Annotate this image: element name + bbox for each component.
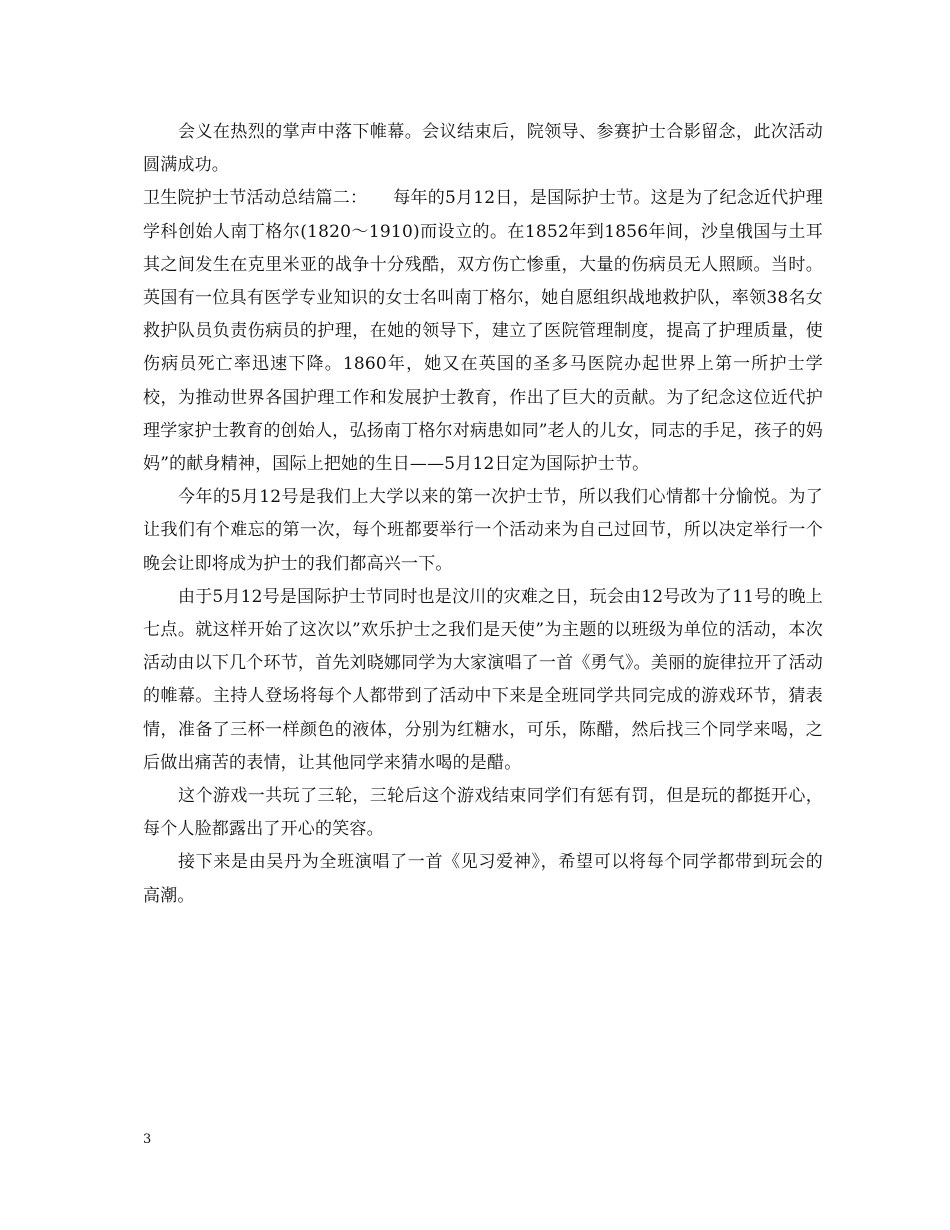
paragraph-game-rounds: 这个游戏一共玩了三轮，三轮后这个游戏结束同学们有惩有罚，但是玩的都挺开心，每个人脸都露出了开心的笑容。 [143,786,823,840]
paragraph-first-nurses-day: 今年的5月12号是我们上大学以来的第一次护士节，所以我们心情都十分愉悦。为了让我们有个难忘的第一次，每个班都要举行一个活动来为自己过回节，所以决定举行一个晚会让即将成为护士的我们都高兴一下。 [143,487,823,574]
document-body [143,116,823,913]
paragraph-song-performance: 接下来是由吴丹为全班演唱了一首《见习爱神》，希望可以将每个同学都带到玩会的高潮。 [143,852,823,906]
page-number: 3 [143,1132,152,1147]
paragraph-meeting-close: 会义在热烈的掌声中落下帷幕。会议结束后，院领导、参赛护士合影留念，此次活动圆满成功。 [143,122,823,176]
paragraph-nurses-day-history: 卫生院护士节活动总结篇二： 每年的5月12日，是国际护士节。这是为了纪念近代护理学科创始人南丁格尔(1820～1910)而设立的。在1852年到1856年间，沙皇俄国与土耳其之间发生在克里米亚的战争十分残酷，双方伤亡惨重，大量的伤病员无人照顾。当时。英国有一位具有医学专业知识的女士名叫南丁格尔，她自愿组织战地救护队，率领38名女救护队员负责伤病员的护理，在她的领导下，建立了医院管理制度，提高了护理质量，使伤病员死亡率迅速下降。1860年，她又在英国的圣多马医院办起世界上第一所护士学校，为推动世界各国护理工作和发展护士教育，作出了巨大的贡献。为了纪念这位近代护理学家护士教育的创始人，弘扬南丁格尔对病患如同”老人的儿女，同志的手足，孩子的妈妈”的献身精神，国际上把她的生日——5月12日定为国际护士节。 [143,188,823,475]
paragraph-event-program: 由于5月12号是国际护士节同时也是汶川的灾难之日，玩会由12号改为了11号的晚上七点。就这样开始了这次以”欢乐护士之我们是天使”为主题的以班级为单位的活动，本次活动由以下几个环节，首先刘晓娜同学为大家演唱了一首《勇气》。美丽的旋律拉开了活动的帷幕。主持人登场将每个人都带到了活动中下来是全班同学共同完成的游戏环节，猜表情，准备了三杯一样颜色的液体，分别为红糖水，可乐，陈醋，然后找三个同学来喝，之后做出痛苦的表情，让其他同学来猜水喝的是醋。 [143,586,823,773]
